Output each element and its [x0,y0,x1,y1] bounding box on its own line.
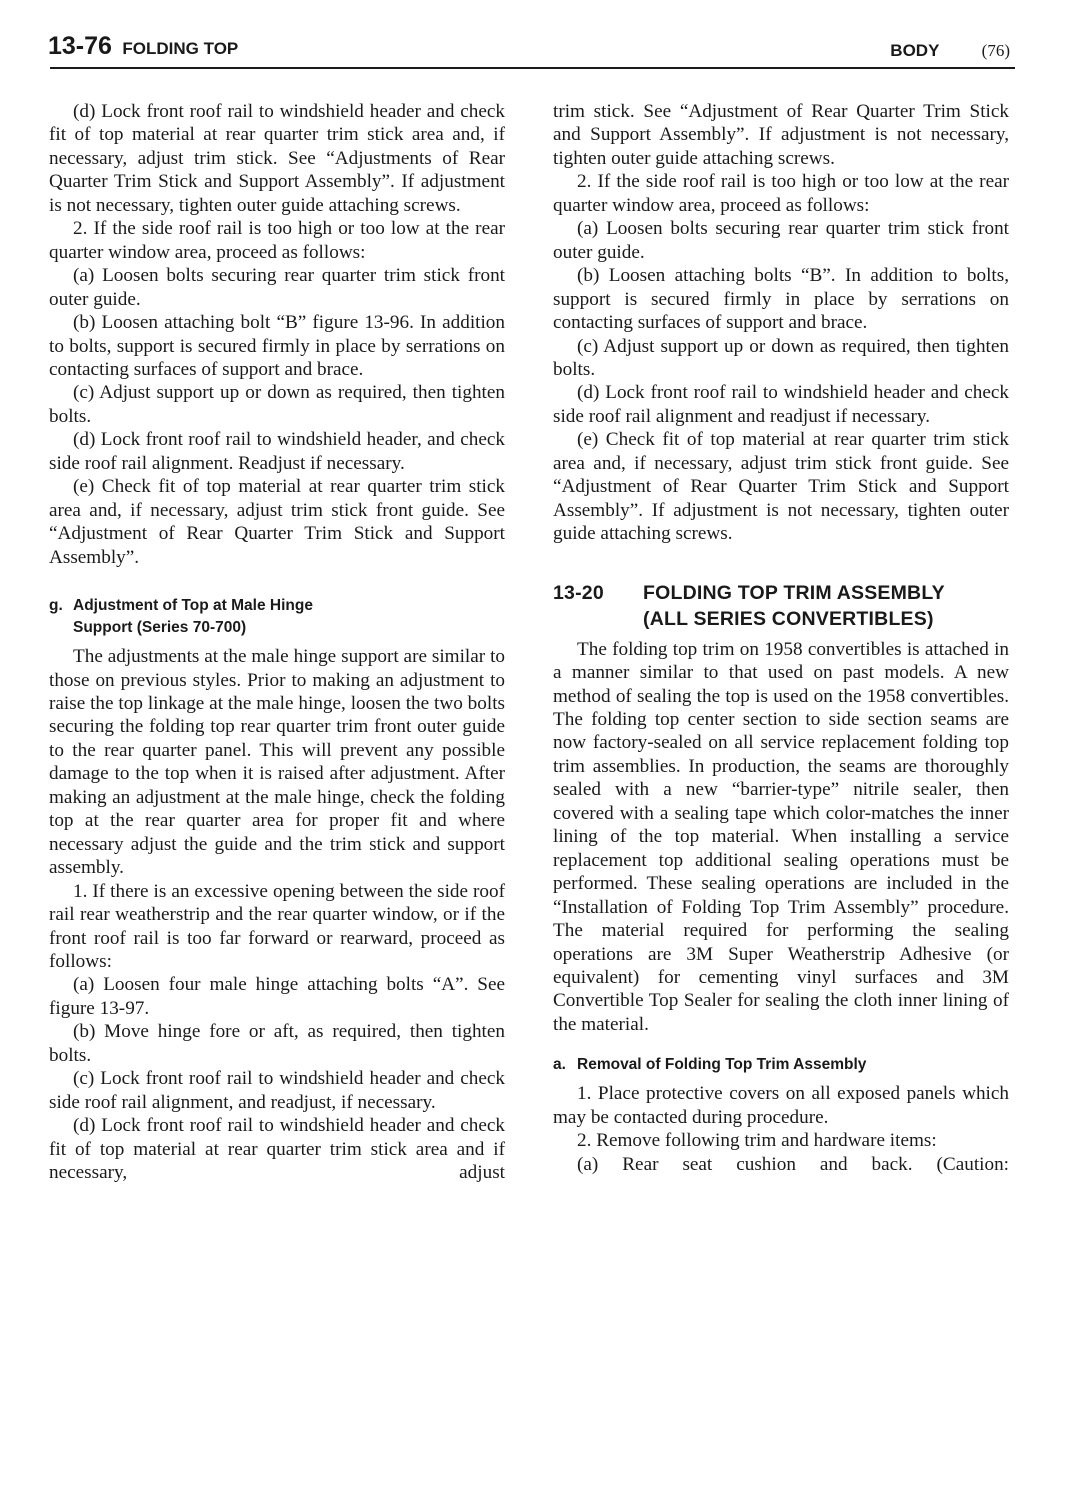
page-paren-number: (76) [981,41,1010,60]
paragraph: The folding top trim on 1958 convertibles is attached in a manner similar to that used on past models. A new method of sealing the top is used on the 1958 convertibles. The folding top center section to side section seams are now factory-sealed on all service replacement folding top trim assemblies. In production, the seams are thoroughly sealed with a new “barrier-type” nitrile sealer, then covered with a sealing tape which color-matches the inner lining of the top material. When installing a service replacement top additional sealing operations must be performed. These sealing operations are included in the “Installation of Folding Top Trim Assembly” procedure. The material required for performing the sealing operations are 3M Super Weatherstrip Adhesive (or equivalent) for cementing vinyl surfaces and 3M Convertible Top Sealer for sealing the cloth inner lining of the material. [553,638,1009,1035]
paragraph: (e) Check fit of top material at rear quarter trim stick area and, if necessary, adjust trim stick front guide. See “Adjustment of Rear Quarter Trim Stick and Support Assembly”. [49,476,505,568]
right-column [553,100,1009,1176]
subheading-removal [553,1054,1009,1076]
paragraph: (b) Loosen attaching bolt “B” figure 13-96. In addition to bolts, support is secured firmly in place by serrations on contacting surfaces of support and brace. [49,312,505,380]
left-column [49,100,505,1184]
header-rule [50,67,1015,69]
paragraph: (c) Lock front roof rail to windshield header and check side roof rail alignment, and readjust, if necessary. [49,1068,505,1113]
subheading-line1: Adjustment of Top at Male Hinge [73,597,313,615]
section-heading-line2: (ALL SERIES CONVERTIBLES) [643,607,934,630]
paragraph: 2. If the side roof rail is too high or too low at the rear quarter window area, proceed as follows: [553,171,1009,216]
subheading-letter: g. [49,597,63,615]
paragraph: 1. If there is an excessive opening between the side roof rail rear weatherstrip and the rear quarter window, or if the front roof rail is too far forward or rearward, proceed as follows: [49,880,505,972]
header-right [890,41,1010,61]
paragraph: 2. Remove following trim and hardware items: [577,1130,937,1152]
subheading-male-hinge [49,595,505,639]
section-heading-13-20 [553,580,1009,632]
page-number: 13-76 [48,32,112,60]
paragraph: (c) Adjust support up or down as required, then tighten bolts. [553,335,1009,380]
paragraph: trim stick. See “Adjustment of Rear Quarter Trim Stick and Support Assembly”. If adjustment is not necessary, tighten outer guide attaching screws. [553,101,1009,169]
subheading-letter: a. [553,1056,566,1074]
page-header [48,18,1010,70]
paragraph: (a) Loosen bolts securing rear quarter trim stick front outer guide. [553,218,1009,263]
paragraph: (d) Lock front roof rail to windshield header and check fit of top material at rear quarter trim stick area and if necessary, adjust [49,1115,505,1184]
paragraph: (a) Rear seat cushion and back. (Caution: [577,1153,1009,1175]
section-title: FOLDING TOP [122,39,239,58]
subheading-text: Removal of Folding Top Trim Assembly [577,1056,867,1074]
paragraph: (b) Move hinge fore or aft, as required, then tighten bolts. [49,1021,505,1066]
paragraph: (d) Lock front roof rail to windshield header and check fit of top material at rear quarter trim stick area and, if necessary, adjust trim stick. See “Adjustments of Rear Quarter Trim Stick and Support Assembly”. If adjustment is not necessary, tighten outer guide attaching screws. [49,101,505,216]
header-left [48,32,238,61]
paragraph: (a) Loosen four male hinge attaching bolts “A”. See figure 13-97. [49,974,505,1019]
section-heading-line1: FOLDING TOP TRIM ASSEMBLY [643,581,945,604]
paragraph: (a) Loosen bolts securing rear quarter trim stick front outer guide. [49,265,505,310]
paragraph: (e) Check fit of top material at rear quarter trim stick area and, if necessary, adjust trim stick front guide. See “Adjustment of Rear Quarter Trim Stick and Support Assembly”. If adjustment is not necessary, tighten outer guide attaching screws. [553,429,1009,545]
paragraph: (c) Adjust support up or down as required, then tighten bolts. [49,382,505,427]
subheading-line2: Support (Series 70-700) [73,619,247,637]
paragraph: 1. Place protective covers on all exposed panels which may be contacted during procedure. [553,1083,1009,1128]
paragraph: (d) Lock front roof rail to windshield header and check side roof rail alignment and readjust if necessary. [553,382,1009,427]
paragraph: (b) Loosen attaching bolts “B”. In addition to bolts, support is secured firmly in place by serrations on contacting surfaces of support and brace. [553,265,1009,334]
section-number: 13-20 [553,581,604,604]
paragraph: (d) Lock front roof rail to windshield header, and check side roof rail alignment. Readjust if necessary. [49,429,505,474]
paragraph: The adjustments at the male hinge support are similar to those on previous styles. Prior to making an adjustment to raise the top linkage at the male hinge, loosen the two bolts securing the folding top rear quarter trim front outer guide to the rear quarter panel. This will prevent any possible damage to the top when it is raised after adjustment. After making an adjustment at the male hinge, check the folding top at the rear quarter area for proper fit and where necessary adjust the guide and the trim stick and support assembly. [49,646,505,879]
paragraph: 2. If the side roof rail is too high or too low at the rear quarter window area, proceed as follows: [49,218,505,263]
chapter-label: BODY [890,41,940,60]
